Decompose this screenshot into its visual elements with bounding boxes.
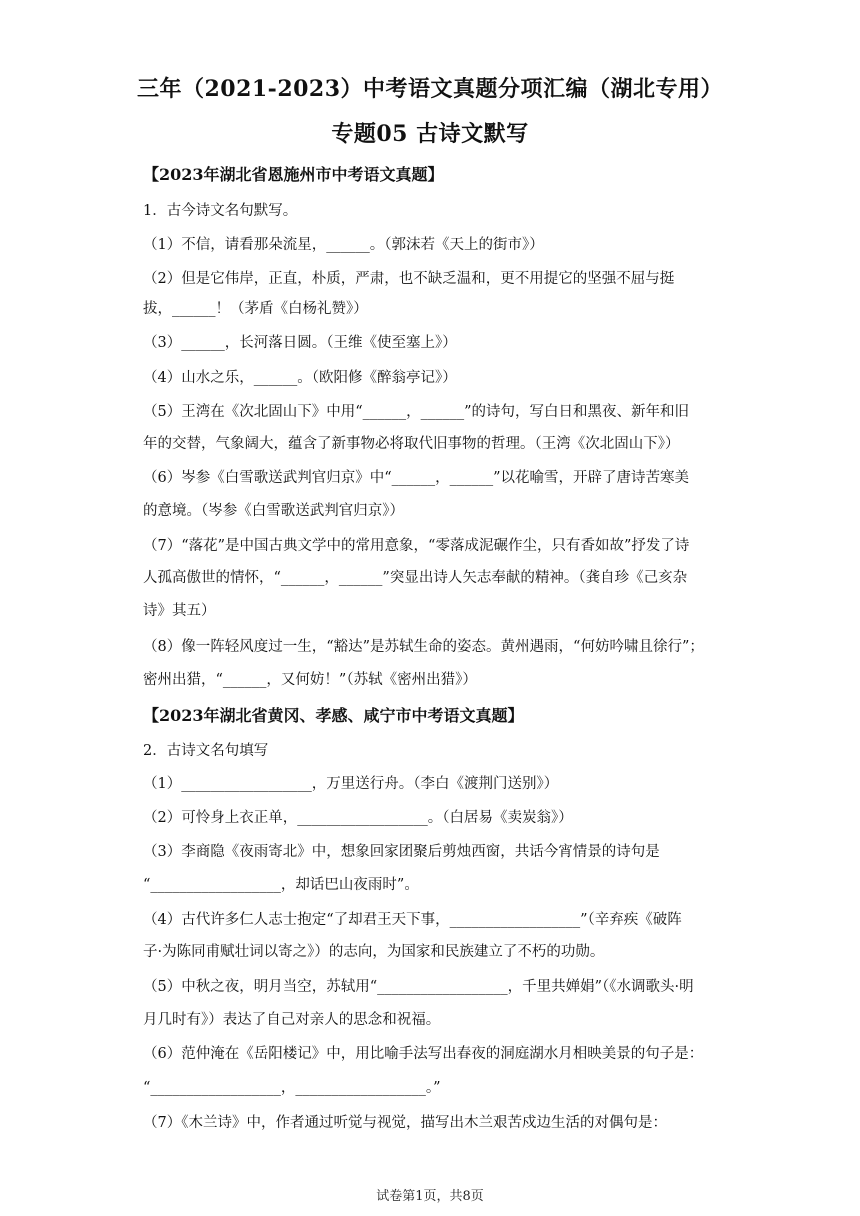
- question-line: （4）山水之乐，______。（欧阳修《醉翁亭记》）: [143, 370, 457, 386]
- question-line: 1．古今诗文名句默写。: [143, 203, 298, 219]
- question-line: （2）可怜身上衣正单，__________________。（白居易《卖炭翁》）: [143, 810, 573, 826]
- question-line: （1）__________________，万里送行舟。（李白《渡荆门送别》）: [143, 776, 559, 792]
- question-line: （7）“落花”是中国古典文学中的常用意象，“零落成泥碾作尘，只有香如故”抒发了诗: [143, 538, 690, 554]
- question-line: （1）不信，请看那朵流星，______。（郭沫若《天上的街市》）: [143, 237, 544, 253]
- question-line: 密州出猎，“______，又何妨！”（苏轼《密州出猎》）: [143, 672, 477, 688]
- section-heading: 【2023年湖北省恩施州市中考语文真题】: [143, 165, 444, 184]
- question-line: 月几时有》）表达了自己对亲人的思念和祝福。: [143, 1012, 441, 1028]
- question-line: 诗》其五）: [143, 603, 216, 619]
- section-heading: 【2023年湖北省黄冈、孝感、咸宁市中考语文真题】: [143, 706, 524, 725]
- question-line: （6）岑参《白雪歌送武判官归京》中“______，______”以花喻雪，开辟了唐诗苦寒美: [143, 470, 690, 486]
- question-line: （7）《木兰诗》中，作者通过听觉与视觉，描写出木兰艰苦戍边生活的对偶句是：: [143, 1115, 667, 1131]
- question-line: （4）古代许多仁人志士抱定“了却君王天下事，__________________”（辛弃疾《破阵: [143, 912, 682, 928]
- question-line: （3）李商隐《夜雨寄北》中，想象回家团聚后剪烛西窗，共话今宵情景的诗句是: [143, 844, 660, 860]
- question-line: 2．古诗文名句填写: [143, 743, 269, 759]
- question-line: （6）范仲淹在《岳阳楼记》中，用比喻手法写出春夜的洞庭湖水月相映美景的句子是：: [143, 1046, 704, 1062]
- question-line: 子·为陈同甫赋壮词以寄之》）的志向，为国家和民族建立了不朽的功勋。: [143, 944, 605, 960]
- document-title: 三年（2021-2023）中考语文真题分项汇编（湖北专用）: [136, 76, 724, 102]
- question-line: “__________________，__________________。”: [143, 1080, 441, 1096]
- question-line: “__________________，却话巴山夜雨时”。: [143, 877, 419, 893]
- question-line: 的意境。（岑参《白雪歌送武判官归京》）: [143, 503, 404, 519]
- document-subtitle: 专题05 古诗文默写: [331, 121, 529, 147]
- question-line: 拔，______！（茅盾《白杨礼赞》）: [143, 301, 368, 317]
- question-line: 人孤高傲世的情怀，“______，______”突显出诗人矢志奉献的精神。（龚自珍《己亥杂: [143, 570, 688, 586]
- question-line: （8）像一阵轻风度过一生，“豁达”是苏轼生命的姿态。黄州遇雨，“何妨吟啸且徐行”；: [143, 639, 704, 655]
- question-line: （2）但是它伟岸，正直，朴质，严肃，也不缺乏温和，更不用提它的坚强不屈与挺: [143, 271, 675, 287]
- question-line: 年的交替，气象阔大，蕴含了新事物必将取代旧事物的哲理。（王湾《次北固山下》）: [143, 436, 680, 452]
- question-line: （3）______，长河落日圆。（王维《使至塞上》）: [143, 335, 457, 351]
- question-line: （5）中秋之夜，明月当空，苏轼用“__________________，千里共婵娟”（《水调歌头·明: [143, 979, 694, 995]
- question-line: （5）王湾在《次北固山下》中用“______，______”的诗句，写白日和黑夜、新年和旧: [143, 404, 690, 420]
- page-footer: 试卷第1页，共8页: [376, 1189, 484, 1204]
